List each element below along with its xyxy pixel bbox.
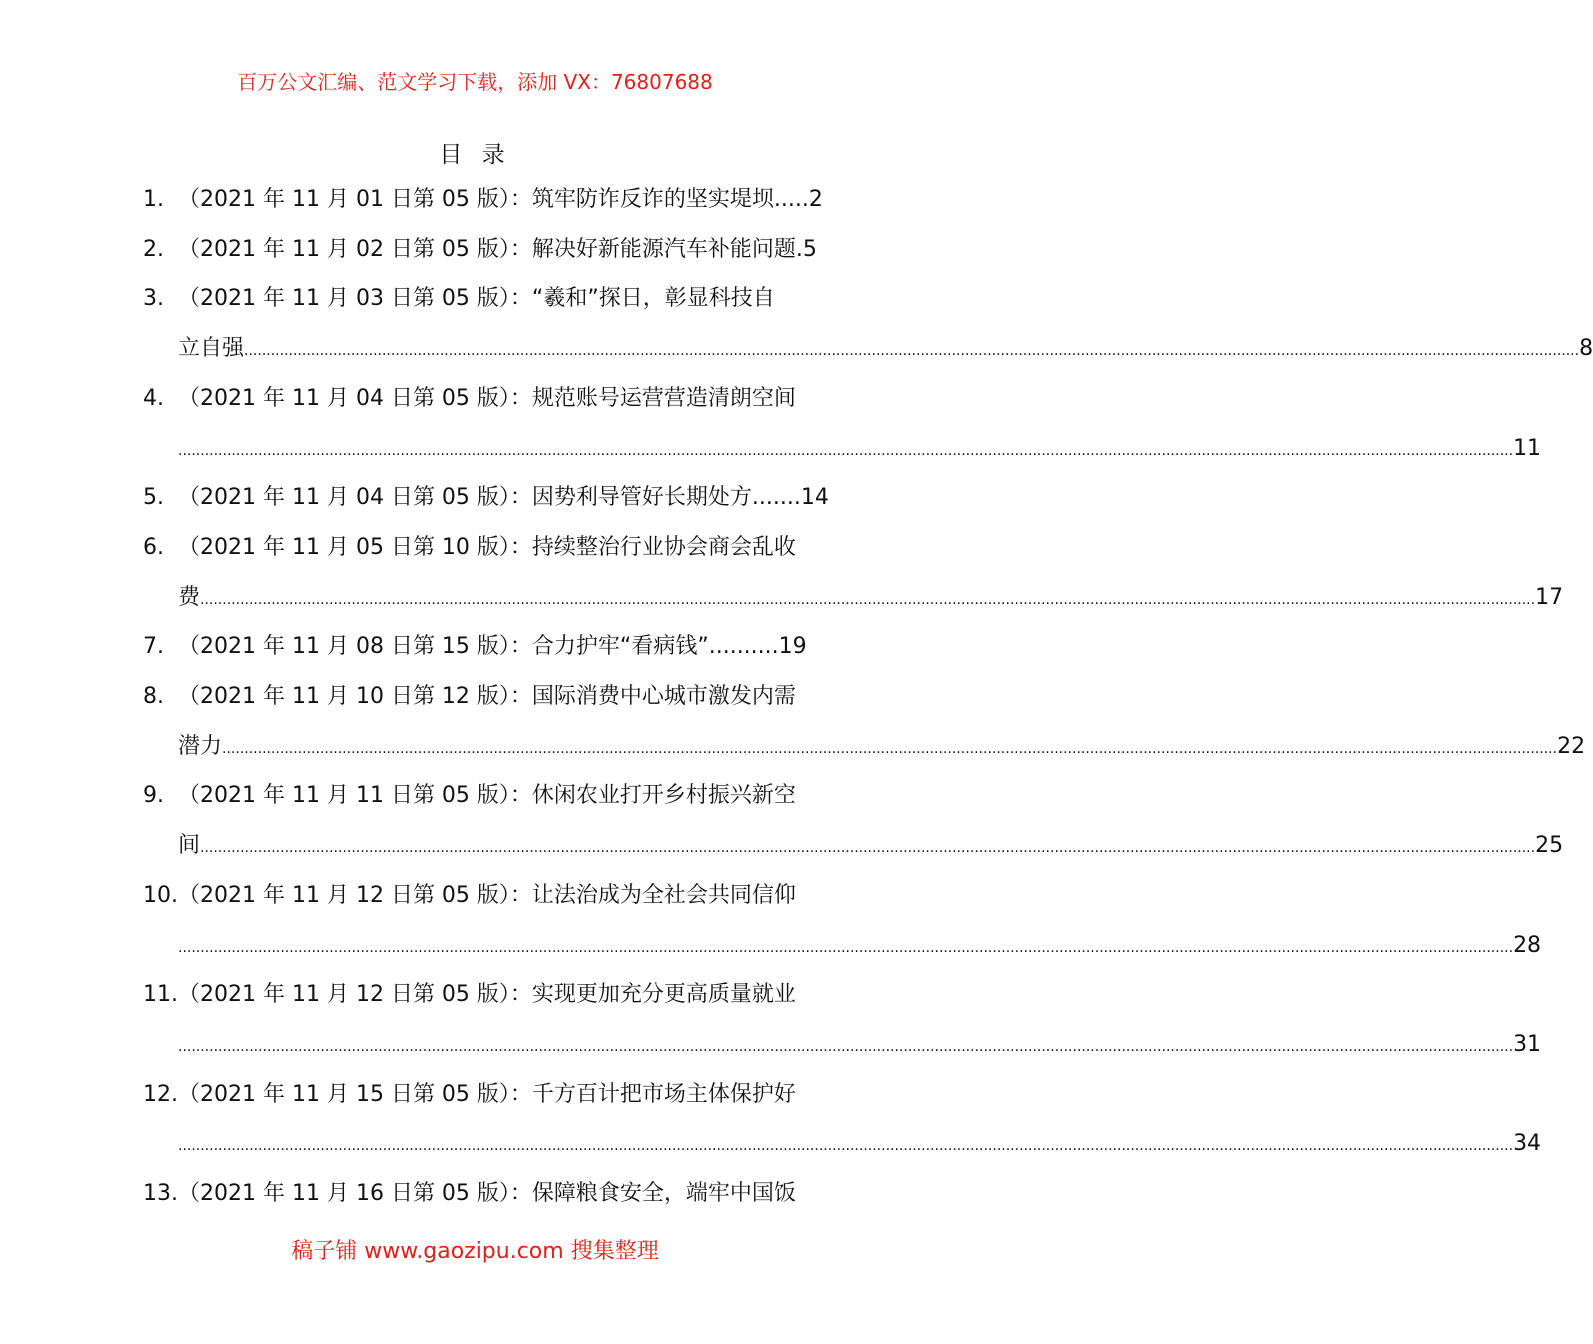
toc-entry[interactable]: [0, 776, 950, 816]
toc-entry-continuation[interactable]: [0, 727, 1586, 767]
toc-entry-title: （2021 年 11 月 12 日第 05 版）：让法治成为全社会共同信仰: [178, 882, 796, 908]
toc-entry-number: 1.: [143, 187, 164, 212]
toc-entry-continuation[interactable]: [0, 826, 1564, 866]
toc-entry-number: 3.: [143, 286, 164, 312]
toc-entry-number: 6.: [143, 534, 164, 560]
toc-entry-title: （2021 年 11 月 08 日第 15 版）：合力护牢“看病钱”..........19: [178, 634, 807, 660]
toc-entry[interactable]: [0, 876, 950, 916]
footer-banner: 稿子铺 www.gaozipu.com 搜集整理: [291, 1239, 659, 1264]
toc-entry[interactable]: [0, 528, 950, 568]
toc-entry-title-cont: 费: [178, 584, 201, 610]
toc-page-number: 22: [1557, 733, 1586, 759]
toc-entry[interactable]: [0, 1075, 950, 1115]
toc-entry-continuation[interactable]: [0, 578, 1564, 618]
toc-entry-number: 7.: [143, 634, 164, 660]
toc-page-number: 11: [1513, 435, 1542, 461]
toc-entry-number: 13.: [143, 1181, 178, 1206]
toc-entry-continuation[interactable]: [0, 1025, 1542, 1065]
header-banner: 百万公文汇编、范文学习下载，添加 VX：76807688: [237, 70, 713, 94]
toc-entry-title: （2021 年 11 月 02 日第 05 版）：解决好新能源汽车补能问题.5: [178, 236, 817, 262]
toc-entry-title: （2021 年 11 月 16 日第 05 版）：保障粮食安全，端牢中国饭: [178, 1181, 796, 1206]
toc-entry-number: 5.: [143, 485, 164, 511]
toc-entry[interactable]: [0, 180, 950, 220]
toc-entry-number: 12.: [143, 1081, 178, 1107]
toc-entry-continuation[interactable]: [0, 1124, 1542, 1164]
toc-entry-title: （2021 年 11 月 11 日第 05 版）：休闲农业打开乡村振兴新空: [178, 783, 796, 809]
toc-leader-dots: ............................................................................................................................................................................................................................................................................................................: [178, 939, 1514, 956]
toc-page-number: 8: [1579, 336, 1593, 362]
toc-entry-continuation[interactable]: [0, 429, 1542, 469]
toc-entry[interactable]: [0, 279, 950, 319]
toc-entry-number: 11.: [143, 982, 178, 1008]
toc-entry-continuation[interactable]: [0, 926, 1542, 966]
toc-entry-title: （2021 年 11 月 10 日第 12 版）：国际消费中心城市激发内需: [178, 684, 796, 709]
toc-entry-number: 9.: [143, 783, 164, 809]
toc-entry[interactable]: [0, 379, 950, 419]
toc-entry-title: （2021 年 11 月 03 日第 05 版）：“羲和”探日，彰显科技自: [178, 286, 775, 312]
toc-entry-title: （2021 年 11 月 04 日第 05 版）：因势利导管好长期处方.......14: [178, 485, 829, 511]
toc-leader-dots: ............................................................................................................................................................................................................................................................................................................: [244, 343, 1580, 360]
toc-entry[interactable]: [0, 478, 950, 518]
toc-entry[interactable]: [0, 230, 950, 270]
toc-leader-dots: ............................................................................................................................................................................................................................................................................................................: [200, 591, 1536, 608]
toc-entry[interactable]: [0, 627, 950, 667]
toc-leader-dots: ............................................................................................................................................................................................................................................................................................................: [222, 740, 1558, 757]
toc-entry-number: 10.: [143, 882, 178, 908]
toc-entry-continuation[interactable]: [0, 329, 1593, 369]
toc-entry-title: （2021 年 11 月 04 日第 05 版）：规范账号运营营造清朗空间: [178, 385, 796, 411]
toc-entry-title-cont: 立自强: [178, 336, 245, 362]
toc-page-number: 34: [1513, 1131, 1542, 1157]
toc-entry-number: 8.: [143, 684, 164, 709]
toc-entry[interactable]: [0, 1174, 950, 1214]
toc-page-number: 28: [1513, 932, 1542, 958]
toc-entry[interactable]: [0, 975, 950, 1015]
toc-page-number: 17: [1535, 584, 1564, 610]
toc-entry-title: （2021 年 11 月 15 日第 05 版）：千方百计把市场主体保护好: [178, 1081, 796, 1107]
toc-entry-title-cont: 间: [178, 833, 201, 859]
toc-entry-title: （2021 年 11 月 01 日第 05 版）：筑牢防诈反诈的坚实堤坝.....2: [178, 187, 823, 212]
toc-entry-title: （2021 年 11 月 12 日第 05 版）：实现更加充分更高质量就业: [178, 982, 796, 1008]
toc-entry-number: 2.: [143, 236, 164, 262]
toc-entry-title: （2021 年 11 月 05 日第 10 版）：持续整治行业协会商会乱收: [178, 534, 796, 560]
toc-entry[interactable]: [0, 677, 950, 717]
toc-page-number: 31: [1513, 1031, 1542, 1057]
toc-entry-title-cont: 潜力: [178, 733, 223, 759]
toc-leader-dots: ............................................................................................................................................................................................................................................................................................................: [178, 442, 1514, 459]
page-title: 目 录: [439, 142, 511, 168]
toc-entry-number: 4.: [143, 385, 164, 411]
toc-leader-dots: ............................................................................................................................................................................................................................................................................................................: [178, 1038, 1514, 1055]
toc-leader-dots: ............................................................................................................................................................................................................................................................................................................: [178, 1138, 1514, 1155]
toc-leader-dots: ............................................................................................................................................................................................................................................................................................................: [200, 840, 1536, 857]
toc-page-number: 25: [1535, 833, 1564, 859]
